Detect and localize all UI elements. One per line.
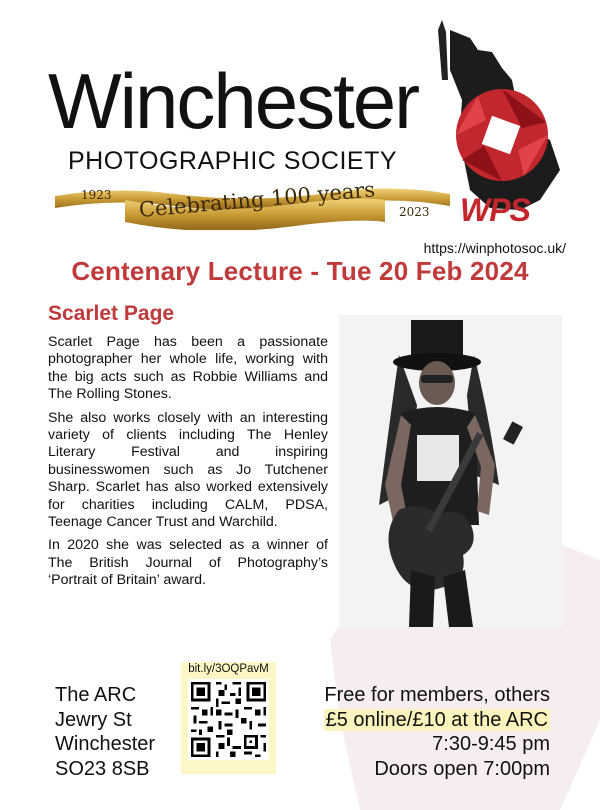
pricing-line-3: 7:30-9:45 pm	[432, 733, 550, 755]
banner-text: Celebrating 100 years	[137, 177, 376, 222]
speaker-bio	[48, 334, 328, 596]
bio-paragraph-3: In 2020 she was selected as a winner of The British Journal of Photography’s ‘Portrait of Britain’ award.	[48, 537, 328, 589]
statue-icon	[438, 20, 448, 80]
pricing-line-2: £5 online/£10 at the ARC	[325, 708, 548, 731]
society-subtitle: PHOTOGRAPHIC SOCIETY	[68, 147, 398, 175]
pricing-line-1: Free for members, others	[324, 684, 550, 706]
banner-year-start: 1923	[81, 188, 112, 202]
venue-line-1: The ARC	[55, 684, 137, 706]
venue-line-3: Winchester	[55, 733, 156, 755]
bio-paragraph-2: She also works closely with an interesting variety of clients including The Henley Literary Festival and inspiring businesswomen such as Jo Tutchener Sharp. Scarlet has also worked extensively for charities including CALM, PDSA, Teenage Cancer Trust and Warchild.	[48, 409, 328, 531]
qr-link-label[interactable]: bit.ly/3OQPavM	[188, 663, 269, 675]
wps-logo-text: WPS	[460, 192, 530, 228]
speaker-photo	[339, 315, 562, 627]
event-headline: Centenary Lecture - Tue 20 Feb 2024	[71, 256, 529, 286]
venue-address	[55, 683, 155, 781]
qr-code-panel[interactable]	[181, 662, 276, 774]
wps-logo	[420, 10, 595, 235]
venue-line-2: Jewry St	[55, 708, 132, 731]
pricing-info	[324, 683, 550, 781]
venue-line-4: SO23 8SB	[55, 757, 150, 780]
speaker-name: Scarlet Page	[48, 302, 175, 325]
pricing-line-4: Doors open 7:00pm	[374, 757, 550, 780]
centenary-banner	[55, 177, 450, 230]
qr-code-icon[interactable]	[188, 679, 269, 760]
bio-paragraph-1: Scarlet Page has been a passionate photographer her whole life, working with the big acts such as Robbie Williams and The Rolling Stones.	[48, 334, 328, 403]
banner-year-end: 2023	[399, 205, 430, 219]
website-link[interactable]: https://winphotosoc.uk/	[423, 240, 566, 256]
society-title: Winchester	[48, 57, 419, 145]
